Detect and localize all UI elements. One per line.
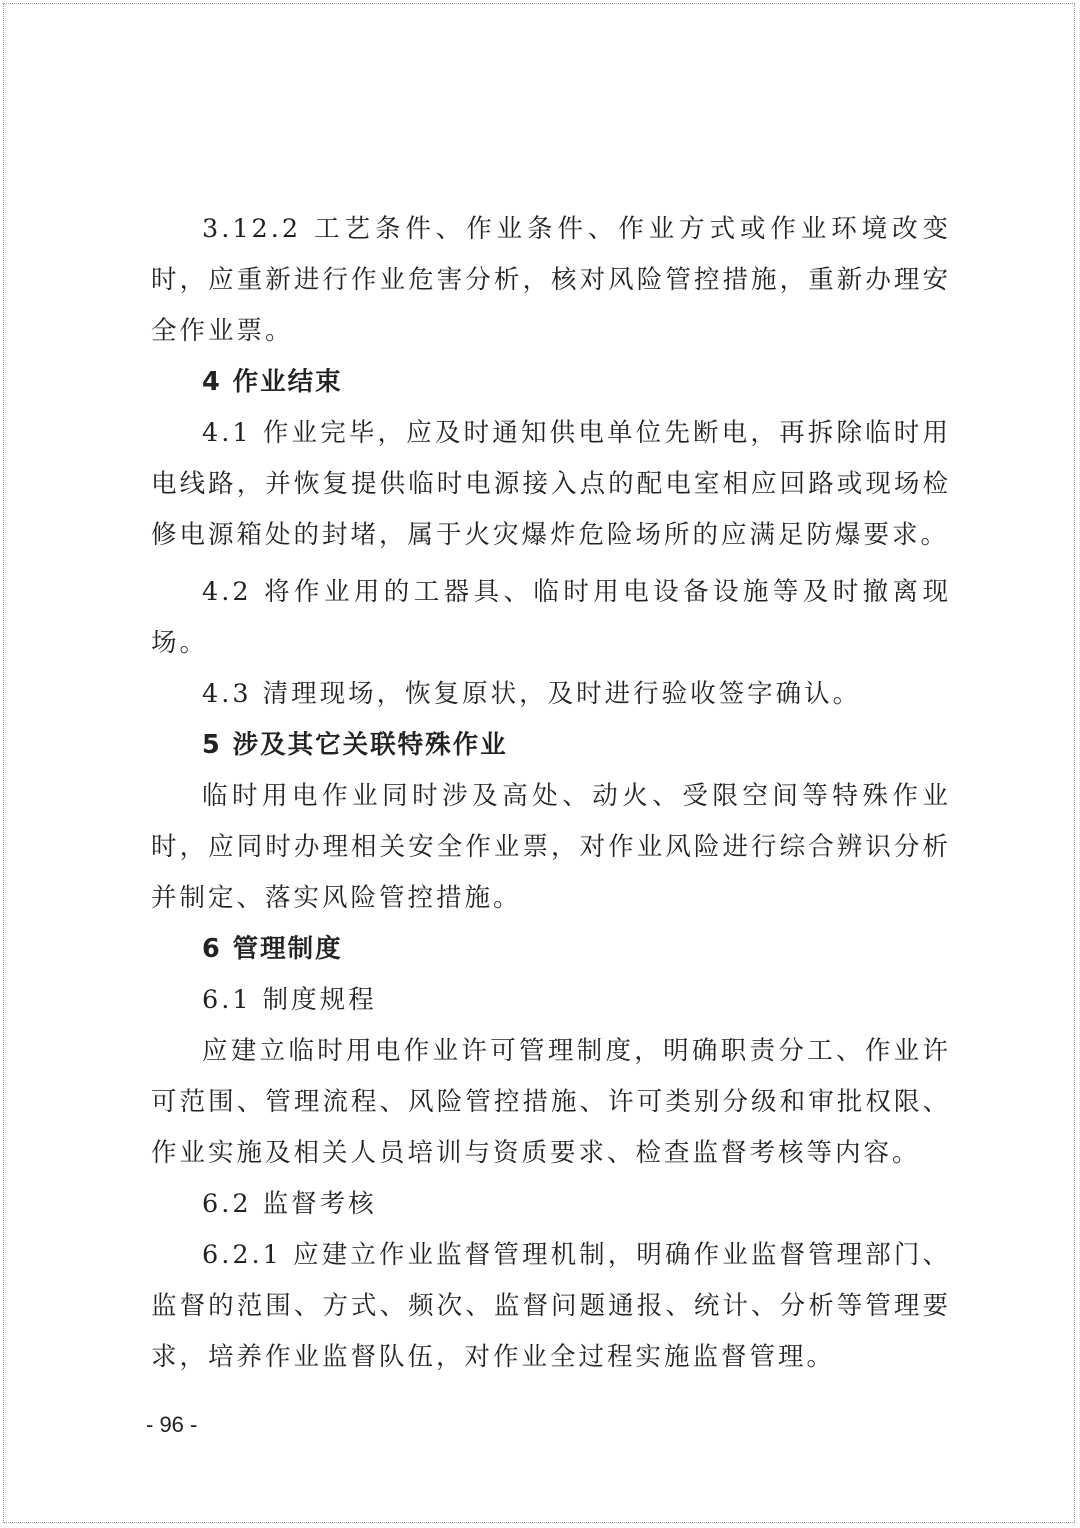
heading-5: 5 涉及其它关联特殊作业 (202, 730, 508, 760)
heading-6-2: 6.2 监督考核 (202, 1189, 377, 1219)
paragraph-6-1: 应建立临时用电作业许可管理制度，明确职责分工、作业许可范围、管理流程、风险管控措施、许可类别分级和审批权限、作业实施及相关人员培训与资质要求、检查监督考核等内容。 (151, 1036, 951, 1168)
paragraph-4-3: 4.3 清理现场，恢复原状，及时进行验收签字确认。 (202, 679, 862, 709)
document-body (151, 204, 951, 1383)
paragraph-4-1: 4.1 作业完毕，应及时通知供电单位先断电，再拆除临时用电线路，并恢复提供临时电源接入点的配电室相应回路或现场检修电源箱处的封堵，属于火灾爆炸危险场所的应满足防爆要求。 (151, 418, 951, 550)
paragraph-4-2: 4.2 将作业用的工器具、临时用电设备设施等及时撤离现场。 (151, 577, 951, 658)
paragraph-5: 临时用电作业同时涉及高处、动火、受限空间等特殊作业时，应同时办理相关安全作业票，对作业风险进行综合辨识分析并制定、落实风险管控措施。 (151, 781, 951, 913)
heading-4: 4 作业结束 (202, 367, 343, 397)
document-page (3, 3, 1075, 1523)
heading-6-1: 6.1 制度规程 (202, 985, 377, 1015)
paragraph-6-2-1: 6.2.1 应建立作业监督管理机制，明确作业监督管理部门、监督的范围、方式、频次、监督问题通报、统计、分析等管理要求，培养作业监督队伍，对作业全过程实施监督管理。 (151, 1240, 951, 1372)
paragraph-3-12-2: 3.12.2 工艺条件、作业条件、作业方式或作业环境改变时，应重新进行作业危害分析，核对风险管控措施，重新办理安全作业票。 (151, 214, 951, 346)
page-number: - 96 - (146, 1412, 198, 1437)
heading-6: 6 管理制度 (202, 934, 343, 964)
